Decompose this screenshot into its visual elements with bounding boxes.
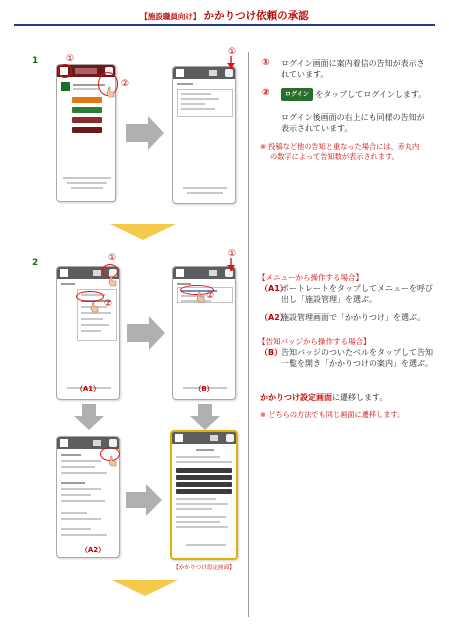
step1-item-2-text: をタップしてログインします。 [315, 90, 427, 99]
step1-item-1-text-a: ログイン画面に案内着信の告知が表示さ [281, 59, 425, 68]
step1-note-b: の数字によって告知数が表示されます。 [270, 152, 399, 161]
marker-1b: ① [228, 47, 237, 57]
tap-hand-icon [106, 83, 116, 95]
column-divider [248, 52, 249, 617]
final-topbar [172, 432, 236, 444]
b-text-b: 一覧を開き「かかりつけの案内」を選ぶ。 [281, 359, 434, 368]
b-notice-badge [230, 268, 233, 271]
step1-item-1-text-b: れています。 [281, 70, 329, 79]
notice-highlight [58, 64, 72, 78]
bell-icon [225, 69, 233, 77]
a1-marker-1: ① [108, 253, 117, 263]
b-text-a: 告知バッジのついたベルをタップして告知 [281, 348, 433, 357]
a2-text: 施設管理画面で「かかりつけ」を選ぶ。 [281, 313, 426, 322]
arrow-right-1 [126, 116, 164, 150]
login-chip: ログイン [281, 88, 313, 101]
app-logo-icon [175, 434, 183, 442]
title-main: かかりつけ依頼の承認 [203, 10, 309, 22]
a1-num: （A1） [260, 284, 288, 293]
phone-kakaritsuke-settings [170, 430, 238, 560]
badge-section-head: 【告知バッジから操作する場合】 [258, 337, 371, 346]
arrow-down-b [190, 404, 220, 430]
tap-hand-icon [108, 272, 118, 284]
app-logo-icon [176, 269, 184, 277]
step-2-number: 2 [32, 258, 39, 268]
step1-note-a: ※ 投稿など他の告知と重なった場合には、赤丸内 [260, 142, 420, 151]
step1-item-2-line [281, 88, 426, 101]
marker-1: ① [66, 54, 75, 64]
marker-2: ② [121, 79, 130, 89]
header-rule [14, 24, 435, 26]
login-button-mock [72, 97, 102, 103]
step1-item-2-num: ② [262, 88, 270, 98]
phone-after-login [172, 66, 236, 204]
arrow-down-gold-2 [112, 580, 178, 596]
step1-item-1-num: ① [262, 58, 270, 68]
final-caption: 【かかりつけ設定画面】 [173, 565, 235, 571]
b-num: （B） [260, 348, 283, 357]
tap-hand-icon-2 [90, 298, 100, 310]
menu-section-head: 【メニューから操作する場合】 [258, 273, 363, 282]
b-caption: （B） [194, 385, 214, 393]
a2-caption: （A2） [80, 546, 106, 554]
app-logo-icon [176, 69, 184, 77]
tap-hand-icon [108, 452, 118, 464]
transition-target: かかりつけ設定画面 [260, 393, 332, 402]
transition-rest: に遷移します。 [332, 393, 388, 402]
step-1-number: 1 [32, 56, 39, 66]
a2-num: （A2） [260, 313, 288, 322]
title-tag: 【施設職員向け】 [140, 12, 201, 21]
marker-arrow-down [226, 56, 236, 68]
step2-note: ※ どちらの方法でも同じ画面に遷移します。 [260, 410, 405, 419]
tap-hand-icon [196, 288, 206, 300]
arrow-right-2 [127, 316, 165, 350]
a1-text-b: 出し「施設管理」を選ぶ。 [281, 295, 378, 304]
arrow-down-a1 [74, 404, 104, 430]
b-marker-2: ② [206, 291, 215, 301]
bell-icon [109, 439, 117, 447]
step1-item-3-text-a: ログイン後画面の右上にも同様の告知が [281, 113, 425, 122]
transition-line [260, 392, 387, 403]
a1-caption: （A1） [75, 385, 101, 393]
a1-marker-2: ② [104, 299, 113, 309]
page-title [0, 8, 449, 23]
b-marker-1: ① [228, 249, 237, 259]
arrow-down-gold-1 [110, 224, 176, 240]
bell-icon [226, 434, 234, 442]
logo-mark-icon [61, 82, 70, 91]
after-login-topbar [173, 67, 235, 79]
a1-text-a: ポートレートをタップしてメニューを呼び [281, 284, 433, 293]
step1-item-3-text-b: 表示されています。 [281, 124, 353, 133]
app-logo-icon [60, 269, 68, 277]
arrow-right-3 [126, 484, 162, 516]
app-logo-icon [60, 439, 68, 447]
